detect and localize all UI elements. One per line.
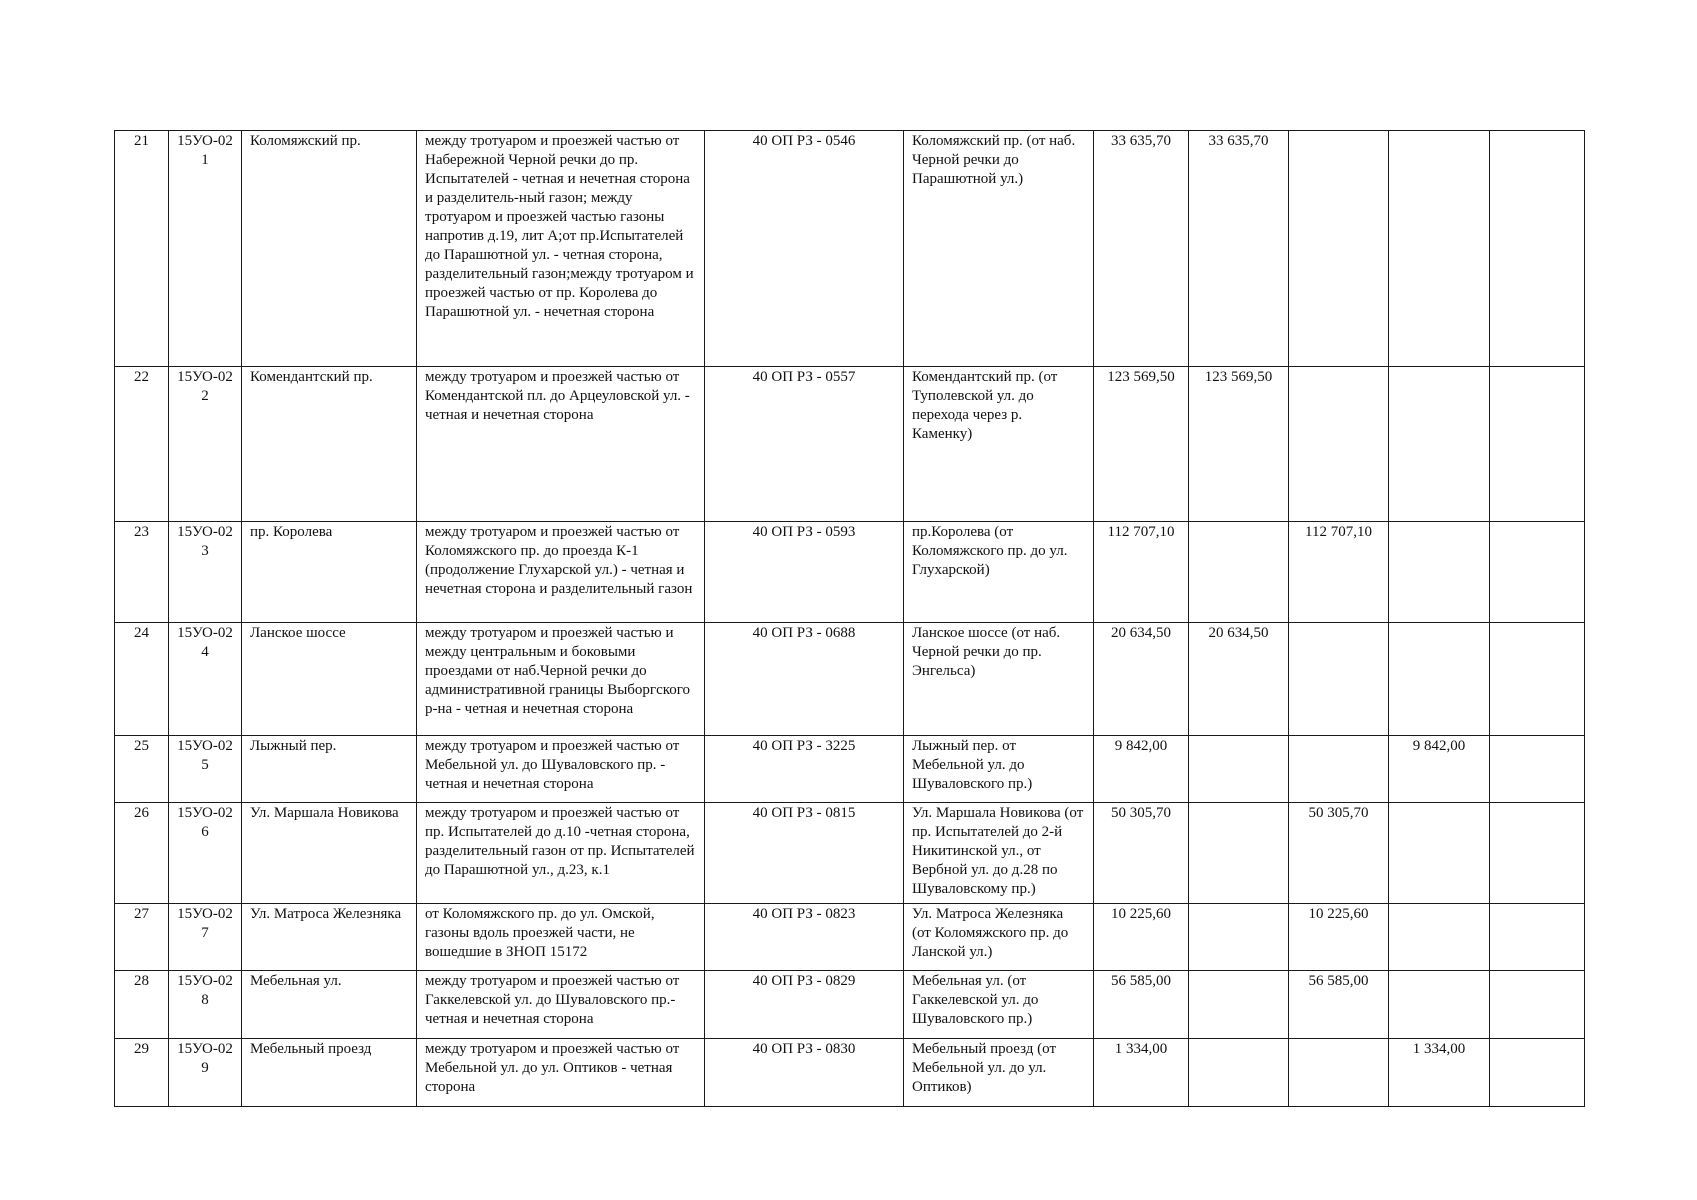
area-col-2 bbox=[1289, 1039, 1389, 1107]
area-col-1: 123 569,50 bbox=[1189, 367, 1289, 522]
area-col-4 bbox=[1490, 803, 1585, 904]
document-table bbox=[114, 130, 1585, 1107]
object-name: Ланское шоссе bbox=[242, 623, 417, 736]
registration-number: 40 ОП РЗ - 0593 bbox=[705, 522, 904, 623]
registration-number: 40 ОП РЗ - 3225 bbox=[705, 736, 904, 803]
area-col-2 bbox=[1289, 623, 1389, 736]
object-description: между тротуаром и проезжей частью от Гаккелевской ул. до Шуваловского пр.- четная и нечетная сторона bbox=[417, 971, 705, 1039]
registration-number: 40 ОП РЗ - 0688 bbox=[705, 623, 904, 736]
object-code: 15УО-021 bbox=[169, 131, 242, 367]
road-name: Лыжный пер. от Мебельной ул. до Шуваловского пр.) bbox=[904, 736, 1094, 803]
table-row bbox=[115, 803, 1585, 904]
object-description: между тротуаром и проезжей частью от Мебельной ул. до Шуваловского пр. - четная и нечетная сторона bbox=[417, 736, 705, 803]
area-col-2: 56 585,00 bbox=[1289, 971, 1389, 1039]
area-col-1 bbox=[1189, 803, 1289, 904]
object-description: между тротуаром и проезжей частью от Мебельной ул. до ул. Оптиков - четная сторона bbox=[417, 1039, 705, 1107]
object-code: 15УО-028 bbox=[169, 971, 242, 1039]
table-body bbox=[115, 131, 1585, 1107]
area-col-1: 33 635,70 bbox=[1189, 131, 1289, 367]
area-col-3: 1 334,00 bbox=[1389, 1039, 1490, 1107]
area-col-3: 9 842,00 bbox=[1389, 736, 1490, 803]
object-name: Мебельный проезд bbox=[242, 1039, 417, 1107]
table-row bbox=[115, 522, 1585, 623]
table-row bbox=[115, 736, 1585, 803]
area-col-3 bbox=[1389, 367, 1490, 522]
row-number: 26 bbox=[115, 803, 169, 904]
area-col-3 bbox=[1389, 623, 1490, 736]
table-row bbox=[115, 623, 1585, 736]
table-row bbox=[115, 367, 1585, 522]
area-col-4 bbox=[1490, 131, 1585, 367]
area-col-2 bbox=[1289, 367, 1389, 522]
object-code: 15УО-029 bbox=[169, 1039, 242, 1107]
road-name: Комендантский пр. (от Туполевской ул. до перехода через р. Каменку) bbox=[904, 367, 1094, 522]
area-col-4 bbox=[1490, 623, 1585, 736]
object-name: Ул. Матроса Железняка bbox=[242, 904, 417, 971]
area-col-2 bbox=[1289, 736, 1389, 803]
total-area: 123 569,50 bbox=[1094, 367, 1189, 522]
row-number: 27 bbox=[115, 904, 169, 971]
object-code: 15УО-027 bbox=[169, 904, 242, 971]
row-number: 23 bbox=[115, 522, 169, 623]
area-col-4 bbox=[1490, 904, 1585, 971]
total-area: 20 634,50 bbox=[1094, 623, 1189, 736]
area-col-2: 50 305,70 bbox=[1289, 803, 1389, 904]
object-description: между тротуаром и проезжей частью и между центральным и боковыми проездами от наб.Черной речки до административной границы Выборгского р-на - четная и нечетная сторона bbox=[417, 623, 705, 736]
area-col-1: 20 634,50 bbox=[1189, 623, 1289, 736]
object-code: 15УО-025 bbox=[169, 736, 242, 803]
table-row bbox=[115, 131, 1585, 367]
road-name: Ланское шоссе (от наб. Черной речки до пр. Энгельса) bbox=[904, 623, 1094, 736]
object-name: Мебельная ул. bbox=[242, 971, 417, 1039]
table-row bbox=[115, 1039, 1585, 1107]
road-name: Мебельный проезд (от Мебельной ул. до ул. Оптиков) bbox=[904, 1039, 1094, 1107]
registration-number: 40 ОП РЗ - 0546 bbox=[705, 131, 904, 367]
object-name: Ул. Маршала Новикова bbox=[242, 803, 417, 904]
area-col-4 bbox=[1490, 971, 1585, 1039]
road-name: Коломяжский пр. (от наб. Черной речки до Парашютной ул.) bbox=[904, 131, 1094, 367]
registration-number: 40 ОП РЗ - 0557 bbox=[705, 367, 904, 522]
object-description: между тротуаром и проезжей частью от Коломяжского пр. до проезда К-1 (продолжение Глухарской ул.) - четная и нечетная сторона и разделительный газон bbox=[417, 522, 705, 623]
area-col-4 bbox=[1490, 522, 1585, 623]
area-col-3 bbox=[1389, 971, 1490, 1039]
area-col-2 bbox=[1289, 131, 1389, 367]
area-col-1 bbox=[1189, 736, 1289, 803]
area-col-2: 10 225,60 bbox=[1289, 904, 1389, 971]
object-code: 15УО-024 bbox=[169, 623, 242, 736]
object-name: Коломяжский пр. bbox=[242, 131, 417, 367]
registration-number: 40 ОП РЗ - 0815 bbox=[705, 803, 904, 904]
area-col-1 bbox=[1189, 522, 1289, 623]
road-name: пр.Королева (от Коломяжского пр. до ул. Глухарской) bbox=[904, 522, 1094, 623]
row-number: 29 bbox=[115, 1039, 169, 1107]
row-number: 28 bbox=[115, 971, 169, 1039]
area-col-3 bbox=[1389, 803, 1490, 904]
total-area: 33 635,70 bbox=[1094, 131, 1189, 367]
object-description: между тротуаром и проезжей частью от Набережной Черной речки до пр. Испытателей - четная и нечетная сторона и разделитель-ный газон; между тротуаром и проезжей частью газоны напротив д.19, лит А;от пр.Испытателей до Парашютной ул. - четная сторона, разделительный газон;между тротуаром и проезжей частью от пр. Королева до Парашютной ул. - нечетная сторона bbox=[417, 131, 705, 367]
road-name: Ул. Матроса Железняка (от Коломяжского пр. до Ланской ул.) bbox=[904, 904, 1094, 971]
registration-number: 40 ОП РЗ - 0830 bbox=[705, 1039, 904, 1107]
road-name: Ул. Маршала Новикова (от пр. Испытателей до 2-й Никитинской ул., от Вербной ул. до д.28 по Шуваловскому пр.) bbox=[904, 803, 1094, 904]
object-code: 15УО-023 bbox=[169, 522, 242, 623]
total-area: 56 585,00 bbox=[1094, 971, 1189, 1039]
object-name: Комендантский пр. bbox=[242, 367, 417, 522]
object-name: пр. Королева bbox=[242, 522, 417, 623]
object-code: 15УО-026 bbox=[169, 803, 242, 904]
table-row bbox=[115, 971, 1585, 1039]
total-area: 1 334,00 bbox=[1094, 1039, 1189, 1107]
area-col-3 bbox=[1389, 904, 1490, 971]
area-col-1 bbox=[1189, 1039, 1289, 1107]
area-col-1 bbox=[1189, 971, 1289, 1039]
object-description: между тротуаром и проезжей частью от пр. Испытателей до д.10 -четная сторона, разделительный газон от пр. Испытателей до Парашютной ул., д.23, к.1 bbox=[417, 803, 705, 904]
area-col-4 bbox=[1490, 367, 1585, 522]
total-area: 50 305,70 bbox=[1094, 803, 1189, 904]
row-number: 22 bbox=[115, 367, 169, 522]
total-area: 9 842,00 bbox=[1094, 736, 1189, 803]
total-area: 112 707,10 bbox=[1094, 522, 1189, 623]
area-col-4 bbox=[1490, 1039, 1585, 1107]
total-area: 10 225,60 bbox=[1094, 904, 1189, 971]
area-col-3 bbox=[1389, 131, 1490, 367]
object-description: от Коломяжского пр. до ул. Омской, газоны вдоль проезжей части, не вошедшие в ЗНОП 15172 bbox=[417, 904, 705, 971]
object-name: Лыжный пер. bbox=[242, 736, 417, 803]
table-row bbox=[115, 904, 1585, 971]
registration-number: 40 ОП РЗ - 0823 bbox=[705, 904, 904, 971]
object-code: 15УО-022 bbox=[169, 367, 242, 522]
row-number: 21 bbox=[115, 131, 169, 367]
area-col-1 bbox=[1189, 904, 1289, 971]
row-number: 24 bbox=[115, 623, 169, 736]
area-col-2: 112 707,10 bbox=[1289, 522, 1389, 623]
registration-number: 40 ОП РЗ - 0829 bbox=[705, 971, 904, 1039]
area-col-3 bbox=[1389, 522, 1490, 623]
object-description: между тротуаром и проезжей частью от Комендантской пл. до Арцеуловской ул. - четная и нечетная сторона bbox=[417, 367, 705, 522]
road-name: Мебельная ул. (от Гаккелевской ул. до Шуваловского пр.) bbox=[904, 971, 1094, 1039]
row-number: 25 bbox=[115, 736, 169, 803]
area-col-4 bbox=[1490, 736, 1585, 803]
